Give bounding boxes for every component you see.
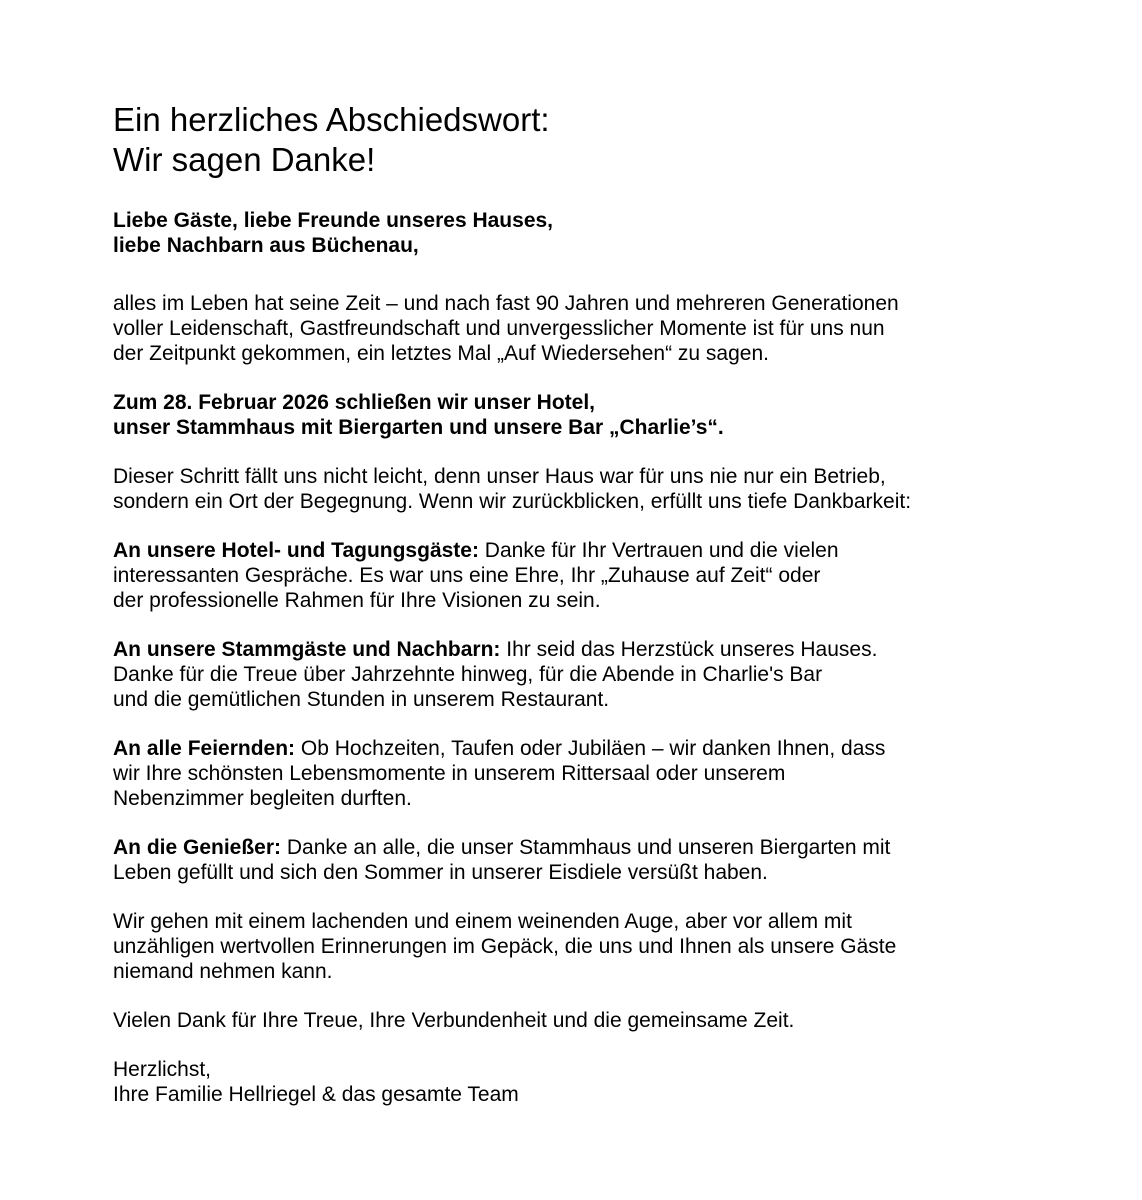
thanks-item-text: Ihr seid das Herzstück unseres Hauses.: [500, 638, 878, 661]
reflection-line-2: sondern ein Ort der Begegnung. Wenn wir zurückblicken, erfüllt uns tiefe Dankbarkeit:: [113, 490, 912, 513]
greeting: [113, 208, 1073, 258]
title-line-1: Ein herzliches Abschiedswort:: [113, 101, 550, 138]
gratitude-line: [113, 1008, 1073, 1033]
intro-line-2: voller Leidenschaft, Gastfreundschaft und unvergesslicher Momente ist für uns nun: [113, 317, 885, 340]
greeting-line-2: liebe Nachbarn aus Büchenau,: [113, 234, 419, 257]
thanks-item-first-line: [113, 538, 1073, 563]
thanks-item-label: An die Genießer:: [113, 836, 282, 859]
intro-line-3: der Zeitpunkt gekommen, ein letztes Mal „Auf Wiedersehen“ zu sagen.: [113, 342, 769, 365]
signoff-signature: Ihre Familie Hellriegel & das gesamte Team: [113, 1083, 519, 1106]
thanks-item-text: Danke für Ihr Vertrauen und die vielen: [478, 539, 839, 562]
closing-line-1: Wir gehen mit einem lachenden und einem weinenden Auge, aber vor allem mit: [113, 910, 852, 933]
thanks-item-regulars: [113, 637, 1073, 712]
thanks-item-label: An alle Feiernden:: [113, 737, 296, 760]
signoff: [113, 1057, 1073, 1107]
thanks-item-celebrants: [113, 736, 1073, 811]
reflection-paragraph: [113, 464, 1073, 514]
thanks-item-first-line: [113, 835, 1073, 860]
thanks-item-first-line: [113, 736, 1073, 761]
thanks-item-connoisseurs: [113, 835, 1073, 885]
thanks-item-hotel-guests: [113, 538, 1073, 613]
intro-line-1: alles im Leben hat seine Zeit – und nach fast 90 Jahren und mehreren Generationen: [113, 292, 899, 315]
thanks-item-line-3: Nebenzimmer begleiten durften.: [113, 787, 412, 810]
letter-content: [113, 100, 1073, 1107]
thanks-item-text: Ob Hochzeiten, Taufen oder Jubiläen – wir danken Ihnen, dass: [295, 737, 886, 760]
signoff-greeting: Herzlichst,: [113, 1058, 212, 1081]
closing-paragraph: [113, 909, 1073, 984]
thanks-item-line-2: Leben gefüllt und sich den Sommer in unserer Eisdiele versüßt haben.: [113, 861, 768, 884]
thanks-item-text: Danke an alle, die unser Stammhaus und unseren Biergarten mit: [281, 836, 891, 859]
intro-paragraph: [113, 291, 1073, 366]
closing-line-3: niemand nehmen kann.: [113, 960, 333, 983]
gratitude-text: Vielen Dank für Ihre Treue, Ihre Verbundenheit und die gemeinsame Zeit.: [113, 1009, 795, 1032]
announcement-line-2: unser Stammhaus mit Biergarten und unsere Bar „Charlie’s“.: [113, 416, 724, 439]
thanks-item-label: An unsere Stammgäste und Nachbarn:: [113, 638, 501, 661]
title-line-2: Wir sagen Danke!: [113, 141, 376, 178]
thanks-item-label: An unsere Hotel- und Tagungsgäste:: [113, 539, 479, 562]
page-title: [113, 100, 1073, 180]
reflection-line-1: Dieser Schritt fällt uns nicht leicht, denn unser Haus war für uns nie nur ein Betrieb,: [113, 465, 886, 488]
closing-line-2: unzähligen wertvollen Erinnerungen im Gepäck, die uns und Ihnen als unsere Gäste: [113, 935, 897, 958]
closing-announcement: [113, 390, 1073, 440]
thanks-item-first-line: [113, 637, 1073, 662]
announcement-line-1: Zum 28. Februar 2026 schließen wir unser Hotel,: [113, 391, 595, 414]
thanks-item-line-2: wir Ihre schönsten Lebensmomente in unserem Rittersaal oder unserem: [113, 762, 786, 785]
thanks-item-line-2: interessanten Gespräche. Es war uns eine Ehre, Ihr „Zuhause auf Zeit“ oder: [113, 564, 821, 587]
thanks-item-line-3: der professionelle Rahmen für Ihre Visionen zu sein.: [113, 589, 601, 612]
greeting-line-1: Liebe Gäste, liebe Freunde unseres Hauses,: [113, 209, 554, 232]
thanks-item-line-2: Danke für die Treue über Jahrzehnte hinweg, für die Abende in Charlie's Bar: [113, 663, 823, 686]
thanks-item-line-3: und die gemütlichen Stunden in unserem Restaurant.: [113, 688, 610, 711]
